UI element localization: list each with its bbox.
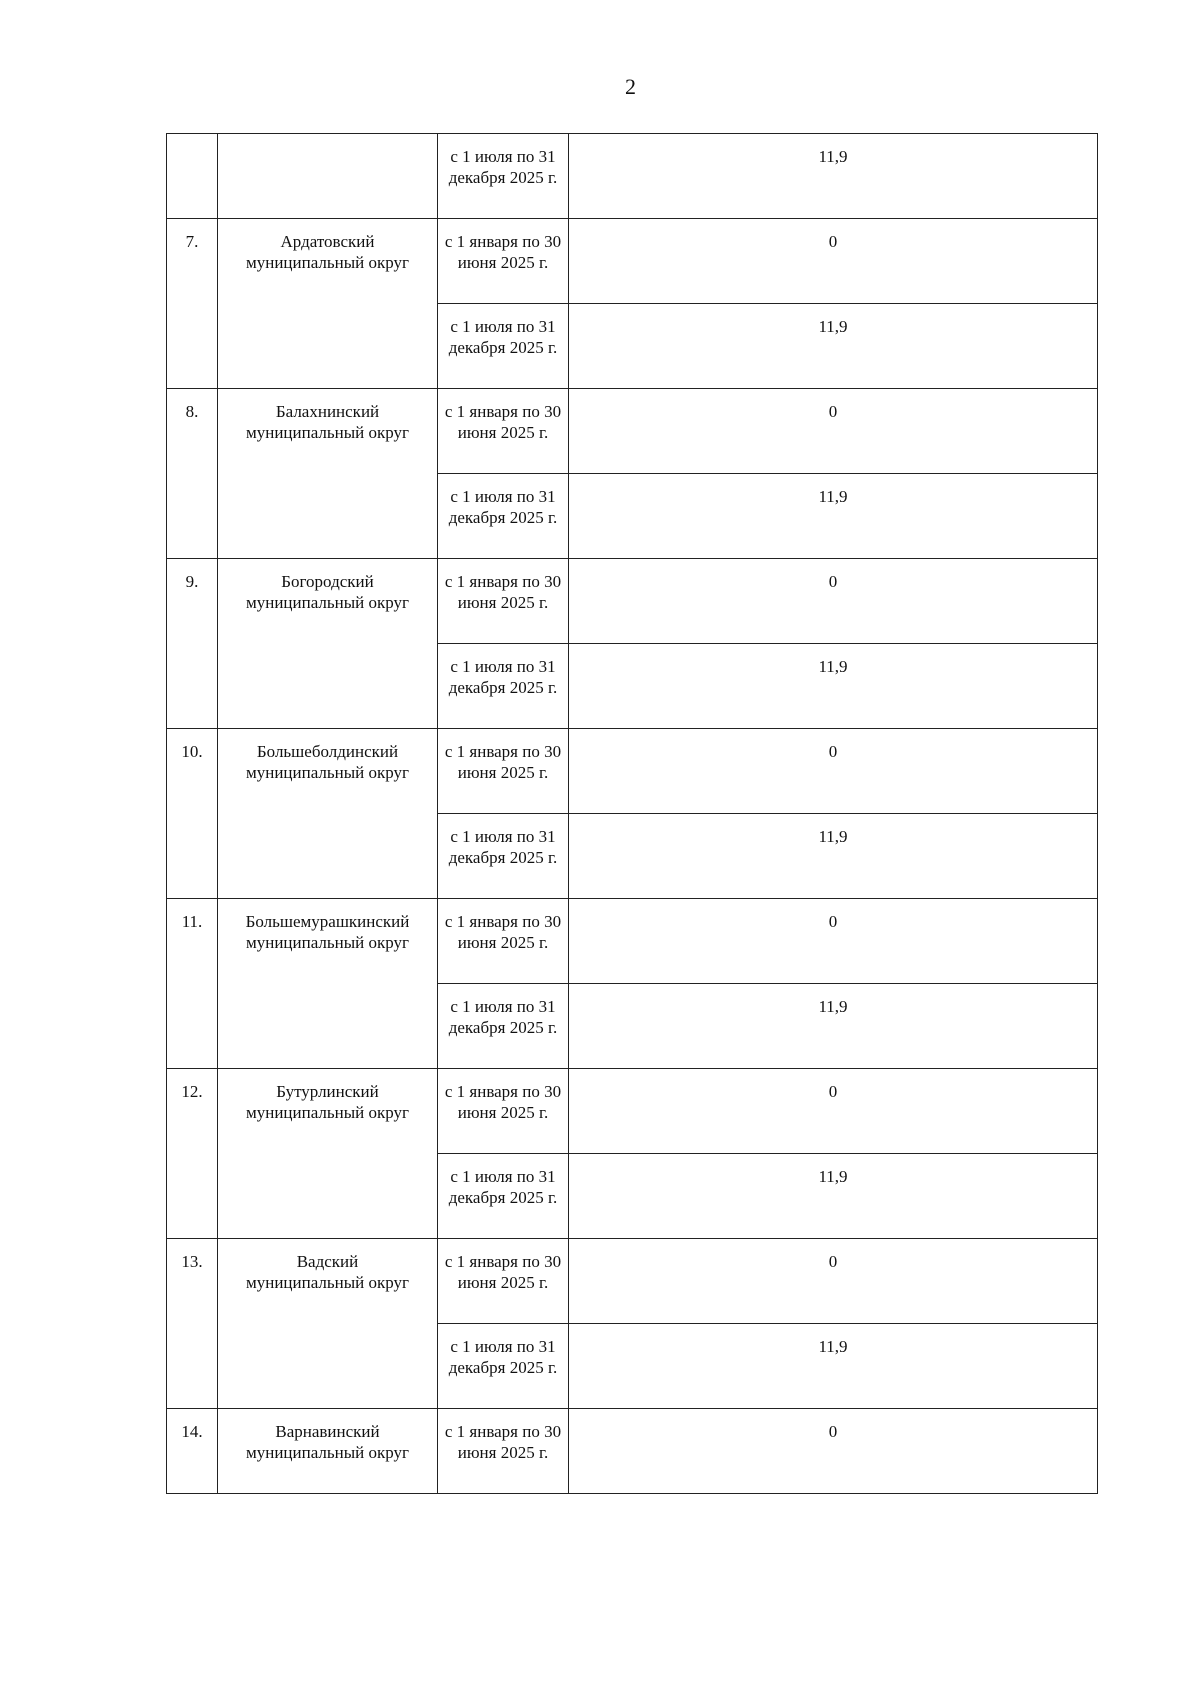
value-cell: 0 xyxy=(569,559,1098,644)
value-cell: 0 xyxy=(569,389,1098,474)
period-line: декабря 2025 г. xyxy=(448,848,558,867)
district-name-line: муниципальный округ xyxy=(245,1273,410,1292)
period-cell xyxy=(438,134,569,219)
table-row xyxy=(167,899,1098,984)
period-cell xyxy=(438,1154,569,1239)
period-line: с 1 января по 30 xyxy=(444,572,562,591)
period-cell xyxy=(438,1409,569,1494)
period-line: июня 2025 г. xyxy=(457,1273,549,1292)
table-row xyxy=(167,1239,1098,1324)
period-line: декабря 2025 г. xyxy=(448,338,558,357)
value-cell: 0 xyxy=(569,1409,1098,1494)
period-cell xyxy=(438,304,569,389)
period-cell xyxy=(438,389,569,474)
period-cell xyxy=(438,219,569,304)
period-line: декабря 2025 г. xyxy=(448,1188,558,1207)
tariff-table xyxy=(166,133,1098,1494)
period-line: с 1 января по 30 xyxy=(444,1082,562,1101)
period-cell xyxy=(438,1324,569,1409)
period-line: декабря 2025 г. xyxy=(448,168,558,187)
number-cell: 9. xyxy=(167,559,218,729)
table-row xyxy=(167,389,1098,474)
district-name-line: Богородский xyxy=(281,572,374,591)
value-cell: 0 xyxy=(569,1069,1098,1154)
number-cell: 8. xyxy=(167,389,218,559)
district-name-cell xyxy=(218,134,438,219)
page-number: 2 xyxy=(625,74,636,99)
period-line: декабря 2025 г. xyxy=(448,1358,558,1377)
district-name-line: муниципальный округ xyxy=(245,593,410,612)
period-cell xyxy=(438,899,569,984)
table-row xyxy=(167,559,1098,644)
district-name-line: Ардатовский xyxy=(280,232,375,251)
value-cell: 11,9 xyxy=(569,984,1098,1069)
period-line: июня 2025 г. xyxy=(457,253,549,272)
period-cell xyxy=(438,814,569,899)
district-name-line: Большеболдинский xyxy=(256,742,399,761)
period-cell xyxy=(438,729,569,814)
value-cell: 0 xyxy=(569,1239,1098,1324)
table-row-continuation xyxy=(167,134,1098,219)
district-name-cell xyxy=(218,1239,438,1409)
district-name-line: муниципальный округ xyxy=(245,933,410,952)
number-cell: 14. xyxy=(167,1409,218,1494)
period-line: с 1 января по 30 xyxy=(444,742,562,761)
value-cell: 11,9 xyxy=(569,304,1098,389)
value-cell: 11,9 xyxy=(569,474,1098,559)
table-row xyxy=(167,1409,1098,1494)
table-row xyxy=(167,729,1098,814)
period-line: с 1 июля по 31 xyxy=(450,1337,556,1356)
number-cell xyxy=(167,134,218,219)
period-line: с 1 июля по 31 xyxy=(450,1167,556,1186)
period-line: с 1 июля по 31 xyxy=(450,997,556,1016)
district-name-line: муниципальный округ xyxy=(245,253,410,272)
period-line: с 1 июля по 31 xyxy=(450,317,556,336)
value-cell: 0 xyxy=(569,899,1098,984)
table-row xyxy=(167,219,1098,304)
number-cell: 12. xyxy=(167,1069,218,1239)
period-line: июня 2025 г. xyxy=(457,1443,549,1462)
number-cell: 13. xyxy=(167,1239,218,1409)
period-line: с 1 января по 30 xyxy=(444,1252,562,1271)
value-cell: 11,9 xyxy=(569,1324,1098,1409)
district-name-line: Балахнинский xyxy=(275,402,380,421)
district-name-cell xyxy=(218,899,438,1069)
period-cell xyxy=(438,644,569,729)
period-line: с 1 января по 30 xyxy=(444,402,562,421)
period-line: июня 2025 г. xyxy=(457,933,549,952)
district-name-line: муниципальный округ xyxy=(245,1103,410,1122)
period-cell xyxy=(438,474,569,559)
district-name-cell xyxy=(218,1409,438,1494)
period-line: декабря 2025 г. xyxy=(448,678,558,697)
district-name-line: Варнавинский xyxy=(275,1422,380,1441)
period-line: с 1 января по 30 xyxy=(444,1422,562,1441)
value-cell: 11,9 xyxy=(569,1154,1098,1239)
period-line: с 1 июля по 31 xyxy=(450,487,556,506)
district-name-line: Большемурашкинский xyxy=(245,912,410,931)
value-cell: 11,9 xyxy=(569,814,1098,899)
district-name-line: муниципальный округ xyxy=(245,423,410,442)
period-line: июня 2025 г. xyxy=(457,423,549,442)
value-cell: 11,9 xyxy=(569,644,1098,729)
value-cell: 0 xyxy=(569,729,1098,814)
district-name-line: муниципальный округ xyxy=(245,763,410,782)
period-line: декабря 2025 г. xyxy=(448,1018,558,1037)
district-name-cell xyxy=(218,1069,438,1239)
district-name-line: Бутурлинский xyxy=(276,1082,379,1101)
district-name-line: Вадский xyxy=(296,1252,359,1271)
period-line: с 1 июля по 31 xyxy=(450,657,556,676)
period-cell xyxy=(438,984,569,1069)
period-cell xyxy=(438,559,569,644)
district-name-cell xyxy=(218,559,438,729)
period-cell xyxy=(438,1069,569,1154)
period-line: с 1 июля по 31 xyxy=(450,147,556,166)
district-name-cell xyxy=(218,729,438,899)
period-cell xyxy=(438,1239,569,1324)
period-line: с 1 января по 30 xyxy=(444,232,562,251)
district-name-line: муниципальный округ xyxy=(245,1443,410,1462)
table-row xyxy=(167,1069,1098,1154)
number-cell: 7. xyxy=(167,219,218,389)
period-line: июня 2025 г. xyxy=(457,1103,549,1122)
period-line: с 1 января по 30 xyxy=(444,912,562,931)
table-body xyxy=(167,134,1098,1494)
value-cell: 11,9 xyxy=(569,134,1098,219)
value-cell: 0 xyxy=(569,219,1098,304)
district-name-cell xyxy=(218,219,438,389)
period-line: декабря 2025 г. xyxy=(448,508,558,527)
period-line: июня 2025 г. xyxy=(457,593,549,612)
number-cell: 10. xyxy=(167,729,218,899)
period-line: июня 2025 г. xyxy=(457,763,549,782)
period-line: с 1 июля по 31 xyxy=(450,827,556,846)
district-name-cell xyxy=(218,389,438,559)
number-cell: 11. xyxy=(167,899,218,1069)
